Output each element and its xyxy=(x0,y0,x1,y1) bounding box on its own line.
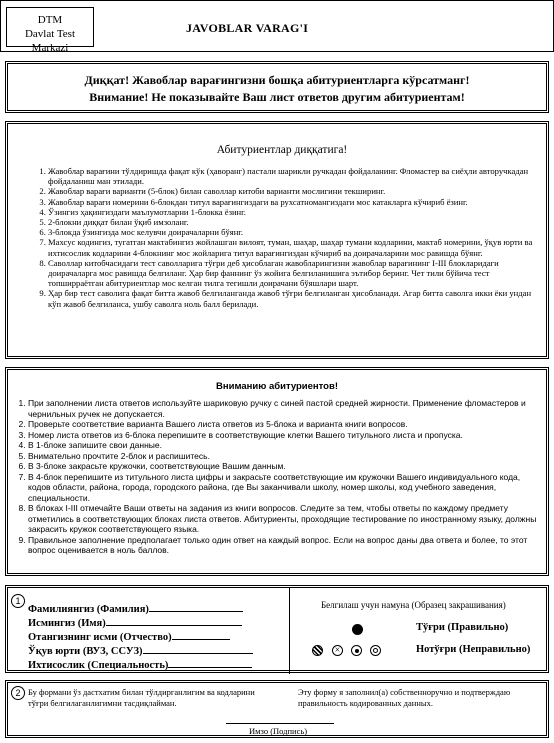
surname-field[interactable] xyxy=(28,602,243,615)
list-item: 7. В 4-блок перепишите из титульного листа цифры и закрасьте соответствующие им кружочки Вашего индивидуального кода, кодов области, района, города, городского района, где Вы заканчивали школу, номер школы, код учебного заведения, специальности. xyxy=(28,472,538,504)
list-item: 1. Жавоблар варағини тўлдиришда фақат кўк (ҳаворанг) пастали шарикли ручкадан фойдаланинг. Фломастер ва сиёҳли авторучкадан фойдаланиш ман этилади. xyxy=(48,166,534,186)
surname-label: Фамилиянгиз (Фамилия) xyxy=(28,604,149,615)
header xyxy=(0,0,554,52)
dtm-logo-box xyxy=(6,7,94,54)
ru-instructions-title: Вниманию абитуриентов! xyxy=(216,381,338,392)
crossed-circle-icon: × xyxy=(332,645,343,656)
warning-box xyxy=(5,61,549,113)
filled-circle-icon xyxy=(352,624,363,635)
logo-line-2: Davlat Test Markazi xyxy=(24,28,76,54)
block-number-1: 1 xyxy=(11,594,25,608)
list-item: 6. В 3-блоке закрасьте кружочки, соответствующие Вашим данным. xyxy=(28,461,538,472)
ru-instructions xyxy=(5,367,549,576)
patronymic-field[interactable] xyxy=(28,630,230,643)
block-number-2: 2 xyxy=(11,686,25,700)
list-item: 7. Махсус кодингиз, тугатган мактабингиз жойлашган вилоят, туман, шаҳар, шаҳар тумани кодларини, мактаб номерини, ўқув юрти ва ихтисослик кодларини 4-блокнинг мос жойларига титул варағингиздан кўчириб ва доирачаларини мос равишда бўянг. xyxy=(48,237,534,257)
sample-title: Белгилаш учун намуна (Образец закрашивания) xyxy=(321,600,506,610)
hatched-circle-icon xyxy=(312,645,323,656)
list-item: 8. В блоках I-III отмечайте Ваши ответы на задания из книги вопросов. Следите за тем, чтобы ответы по каждому предмету отметились в соответствующих блоках листа ответов. Абитуриенты, проходящие тестирование по иностранному языку, должны закрасить кружок соответствующего языка. xyxy=(28,503,538,535)
list-item: 5. Внимательно прочтите 2-блок и распишитесь. xyxy=(28,451,538,462)
list-item: 8. Саволлар китобчасидаги тест саволларига тўғри деб ҳисоблаган жавобларингизни жавоблар варағининг I-III блокларидаги доирачаларга мос равишда белгиланг. Ҳар бир фаннинг ўз жойига белгиланишига эътибор беринг. Чет тили бўйича тест топширраётган абитуриентлар мос келган тилга тегишли доирачани бўяшлари шарт. xyxy=(48,258,534,289)
uz-instructions-list xyxy=(30,166,534,309)
patronymic-label: Отангизнинг исми (Отчество) xyxy=(28,632,172,643)
incorrect-label: Нотўғри (Неправильно) xyxy=(416,644,531,655)
specialty-field[interactable] xyxy=(28,658,252,671)
list-item: 9. Ҳар бир тест саволига фақат битта жавоб белгиланганда жавоб тўғри белгиланган ҳисобланади. Агар битта саволга икки ёки ундан кўп жавоб белгиланса, ушбу саволга ноль балл берилади. xyxy=(48,288,534,308)
ringed-circle-icon xyxy=(370,645,381,656)
list-item: 1. При заполнении листа ответов используйте шариковую ручку с синей пастой средней жирности. Применение фломастеров и чернильных ручек не допускается. xyxy=(28,398,538,419)
uz-instructions-title: Абитуриентлар диққатига! xyxy=(216,144,348,156)
uz-instructions xyxy=(5,121,549,359)
block-divider xyxy=(289,588,290,674)
list-item: 4. Ўзингиз ҳақингиздаги маълумотларни 1-блокка ёзинг. xyxy=(48,207,534,217)
specialty-label: Ихтисослик (Специальность) xyxy=(28,660,169,671)
warning-uz: Диққат! Жавоблар варағингизни бошқа абитуриентларга кўрсатманг! xyxy=(84,73,470,87)
list-item: 6. 3-блокда ўзингизда мос келувчи доирачаларни бўянг. xyxy=(48,227,534,237)
personal-data-block xyxy=(5,585,549,673)
list-item: 3. Номер листа ответов из 6-блока перепишите в соответствующие клетки Вашего титульного листа и пропуска. xyxy=(28,430,538,441)
correct-label: Тўғри (Правильно) xyxy=(416,622,509,633)
signature-label: Имзо (Подпись) xyxy=(249,726,308,736)
dotted-circle-icon xyxy=(351,645,362,656)
confirmation-uz: Бу формани ўз дастхатим билан тўлдирганлигим ва кодларини тўғри белгилаганлигимни тасдиқлайман. xyxy=(28,687,255,708)
name-field[interactable] xyxy=(28,616,242,629)
list-item: 2. Жавоблар варағи варианти (5-блок) билан саволлар китоби варианти мослигини текширинг. xyxy=(48,186,534,196)
confirmation-block xyxy=(5,680,549,738)
warning-ru: Внимание! Не показывайте Ваш лист ответов другим абитуриентам! xyxy=(89,90,465,104)
logo-line-1: DTM xyxy=(37,14,63,26)
list-item: 5. 2-блокни диққат билан ўқиб имзоланг. xyxy=(48,217,534,227)
list-item: 4. В 1-блоке запишите свои данные. xyxy=(28,440,538,451)
university-field[interactable] xyxy=(28,644,253,657)
signature-line[interactable] xyxy=(226,723,334,724)
page-title: JAVOBLAR VARAG'I xyxy=(186,21,309,35)
university-label: Ўқув юрти (ВУЗ, ССУЗ) xyxy=(28,646,143,657)
name-label: Исмингиз (Имя) xyxy=(28,618,106,629)
confirmation-ru: Эту форму я заполнил(а) собственноручно и подтверждаю правильность кодированных данных. xyxy=(298,687,511,708)
list-item: 3. Жавоблар варағи номерини 6-блокдан титул варағингиздаги ва рухсатномангиздаги мос катакларга кўчириб ёзинг. xyxy=(48,197,534,207)
list-item: 2. Проверьте соответствие варианта Вашего листа ответов из 5-блока и варианта книги вопросов. xyxy=(28,419,538,430)
ru-instructions-list xyxy=(16,398,538,556)
list-item: 9. Правильное заполнение предполагает только один ответ на каждый вопрос. Если на вопрос даны два ответа и более, то этот вопрос оценивается в ноль баллов. xyxy=(28,535,538,556)
